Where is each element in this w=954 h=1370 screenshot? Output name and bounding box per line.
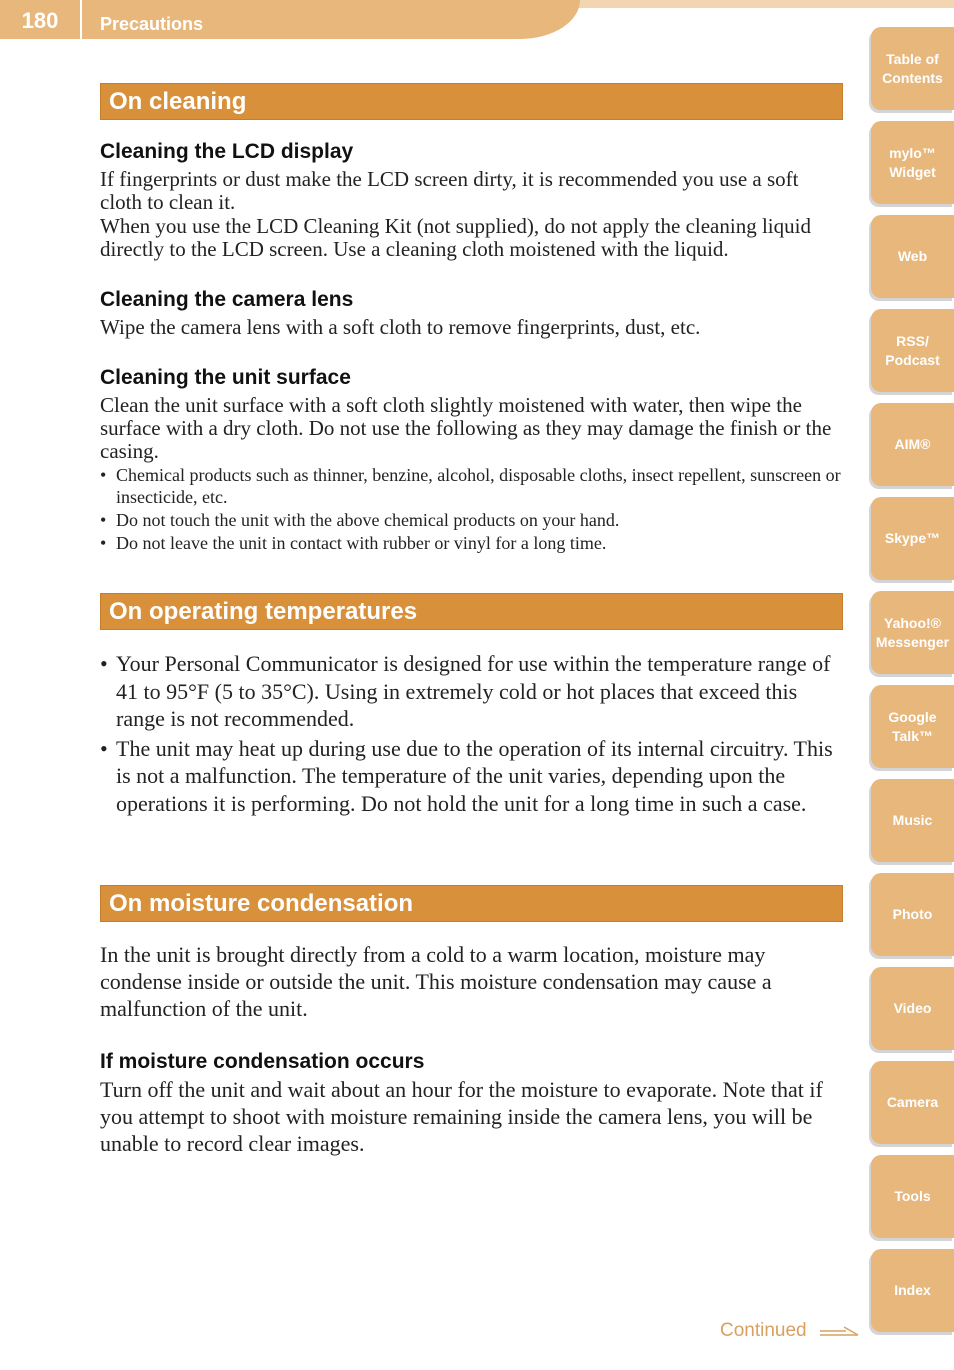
subheading-moisture-occurs: If moisture condensation occurs xyxy=(100,1050,425,1073)
temperature-bullet-list xyxy=(100,650,843,819)
list-item: • Do not touch the unit with the above chemical products on your hand. xyxy=(100,509,843,531)
tab-rss-podcast[interactable]: RSS/ Podcast xyxy=(871,309,954,392)
tab-mylo-widget[interactable]: mylo™ Widget xyxy=(871,121,954,204)
tab-yahoo-messenger[interactable]: Yahoo!® Messenger xyxy=(871,591,954,674)
tab-table-of-contents[interactable]: Table of Contents xyxy=(871,27,954,110)
continued-arrow-icon[interactable] xyxy=(820,1326,860,1338)
header-section-title: Precautions xyxy=(100,14,204,34)
section-title-moisture: On moisture condensation xyxy=(100,885,843,922)
subheading-surface: Cleaning the unit surface xyxy=(100,366,351,389)
tab-index[interactable]: Index xyxy=(871,1249,954,1332)
tab-photo[interactable]: Photo xyxy=(871,873,954,956)
paragraph-lens: Wipe the camera lens with a soft cloth to remove fingerprints, dust, etc. xyxy=(100,315,701,339)
tab-camera[interactable]: Camera xyxy=(871,1061,954,1144)
header-strip-extension xyxy=(560,0,954,8)
paragraph-lcd-2: When you use the LCD Cleaning Kit (not supplied), do not apply the cleaning liquid directly to the LCD screen. Use a cleaning cloth moistened with the liquid. xyxy=(100,214,811,261)
tab-video[interactable]: Video xyxy=(871,967,954,1050)
tab-web[interactable]: Web xyxy=(871,215,954,298)
paragraph-lcd-1: If fingerprints or dust make the LCD screen dirty, it is recommended you use a soft cloth to clean it. xyxy=(100,167,799,214)
list-item: • Do not leave the unit in contact with rubber or vinyl for a long time. xyxy=(100,532,843,554)
paragraph-moisture-occurs: Turn off the unit and wait about an hour for the moisture to evaporate. Note that if you attempt to shoot with moisture remaining inside the camera lens, you will be unable to record clear images. xyxy=(100,1077,823,1156)
tab-google-talk[interactable]: Google Talk™ xyxy=(871,685,954,768)
tab-music[interactable]: Music xyxy=(871,779,954,862)
tab-skype[interactable]: Skype™ xyxy=(871,497,954,580)
subheading-lens: Cleaning the camera lens xyxy=(100,288,354,311)
header-divider xyxy=(80,0,82,39)
surface-bullet-list xyxy=(100,464,843,555)
tab-aim[interactable]: AIM® xyxy=(871,403,954,486)
list-item: • The unit may heat up during use due to the operation of its internal circuitry. This is not a malfunction. The temperature of the unit varies, depending upon the operations it is performing. Do not hold the unit for a long time in such a case. xyxy=(100,735,843,818)
list-item: • Your Personal Communicator is designed for use within the temperature range of 41 to 95°F (5 to 35°C). Using in extremely cold or hot places that exceed this range is not recommended. xyxy=(100,650,843,733)
list-item: • Chemical products such as thinner, benzine, alcohol, disposable cloths, insect repellent, sunscreen or insecticide, etc. xyxy=(100,464,843,508)
subheading-lcd: Cleaning the LCD display xyxy=(100,140,354,163)
page-number: 180 xyxy=(21,8,59,33)
paragraph-moisture: In the unit is brought directly from a cold to a warm location, moisture may condense inside or outside the unit. This moisture condensation may cause a malfunction of the unit. xyxy=(100,942,772,1021)
section-title-temperatures: On operating temperatures xyxy=(100,593,843,630)
tab-tools[interactable]: Tools xyxy=(871,1155,954,1238)
paragraph-surface: Clean the unit surface with a soft cloth slightly moistened with water, then wipe the surface with a dry cloth. Do not use the following as they may damage the finish or the casing. xyxy=(100,393,832,463)
continued-link[interactable]: Continued xyxy=(720,1320,807,1341)
section-title-cleaning: On cleaning xyxy=(100,83,843,120)
header-bar xyxy=(0,0,580,39)
